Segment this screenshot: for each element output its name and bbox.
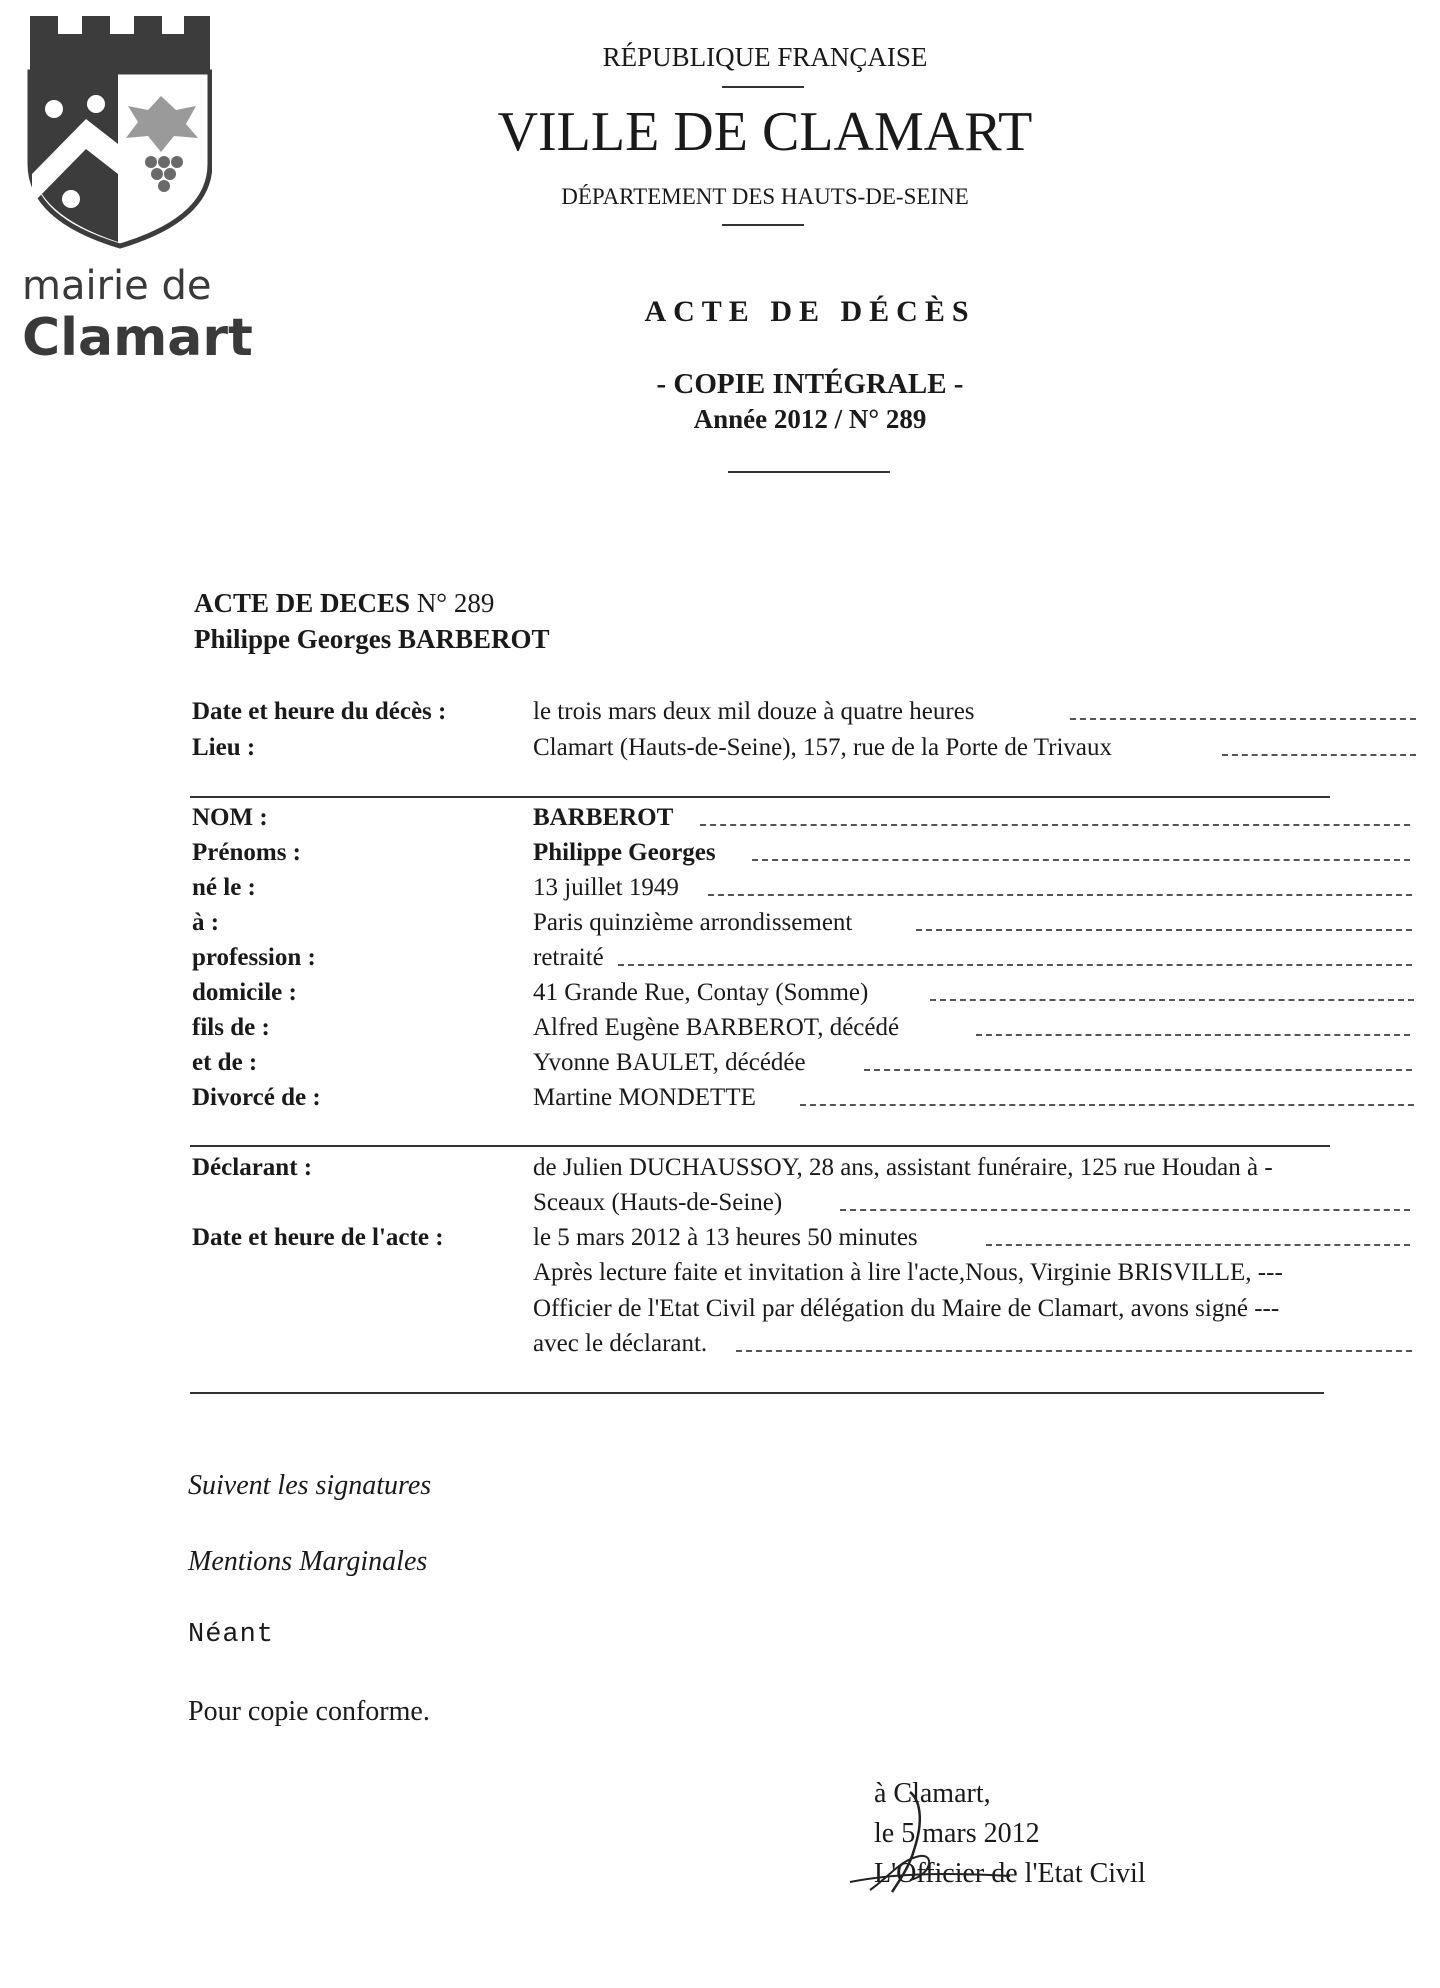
marginal-mentions-value: Néant [188, 1620, 275, 1650]
filler-dashes [930, 999, 1414, 1001]
marginal-mentions-heading: Mentions Marginales [188, 1546, 428, 1577]
death-date-label: Date et heure du décès : [192, 698, 447, 725]
filler-dashes [708, 894, 1412, 896]
filler-dashes [916, 929, 1412, 931]
declarant-row [0, 1152, 1440, 1188]
person-name: Philippe Georges BARBEROT [194, 624, 550, 654]
issue-place: à Clamart, [874, 1778, 991, 1809]
signatures-note: Suivent les signatures [188, 1470, 432, 1501]
identity-label: et de : [192, 1049, 258, 1076]
logo-line-1: mairie de [22, 263, 212, 309]
declarant-line-1: de Julien DUCHAUSSOY, 28 ans, assistant funéraire, 125 rue Houdan à - [533, 1154, 1273, 1181]
death-date-value: le trois mars deux mil douze à quatre heures [533, 698, 975, 725]
act-number-label: ACTE DE DECES [194, 588, 411, 618]
officer-title: L'Officier de l'Etat Civil [874, 1858, 1146, 1889]
divider [728, 471, 890, 473]
identity-value: Alfred Eugène BARBEROT, décédé [533, 1014, 900, 1041]
identity-row [0, 907, 1440, 943]
death-place-row [0, 732, 1440, 768]
act-type-heading: ACTE DE DÉCÈS [644, 295, 976, 328]
section-divider [190, 1392, 1324, 1394]
signature-mark [840, 1780, 1020, 1900]
filler-dashes [986, 1244, 1410, 1246]
conform-copy-note: Pour copie conforme. [188, 1696, 430, 1727]
death-place-label: Lieu : [192, 734, 256, 761]
identity-label: à : [192, 909, 220, 936]
filler-dashes [736, 1350, 1412, 1352]
identity-value: 13 juillet 1949 [533, 874, 679, 901]
reading-line-2: Officier de l'Etat Civil par délégation du Maire de Clamart, avons signé --- [533, 1295, 1280, 1322]
identity-row [0, 837, 1440, 873]
filler-dashes [618, 964, 1412, 966]
reading-row-2 [0, 1293, 1440, 1329]
logo-line-2: Clamart [22, 308, 253, 368]
identity-value: retraité [533, 944, 604, 971]
issue-date: le 5 mars 2012 [874, 1818, 1040, 1849]
filler-dashes [976, 1034, 1410, 1036]
department-heading: DÉPARTEMENT DES HAUTS-DE-SEINE [561, 184, 969, 209]
filler-dashes [1222, 754, 1416, 756]
section-divider [190, 1145, 1330, 1147]
identity-value: Paris quinzième arrondissement [533, 909, 853, 936]
reading-line-3: avec le déclarant. [533, 1330, 708, 1357]
city-logo [22, 14, 253, 368]
reading-line-1: Après lecture faite et invitation à lire l'acte,Nous, Virginie BRISVILLE, --- [533, 1259, 1283, 1286]
copy-type-heading: - COPIE INTÉGRALE - [656, 368, 964, 400]
filler-dashes [864, 1069, 1412, 1071]
identity-label: domicile : [192, 979, 297, 1006]
identity-row [0, 872, 1440, 908]
declarant-label: Déclarant : [192, 1154, 313, 1181]
identity-value: Yvonne BAULET, décédée [533, 1049, 806, 1076]
act-date-value: le 5 mars 2012 à 13 heures 50 minutes [533, 1224, 918, 1251]
identity-row [0, 1082, 1440, 1118]
identity-value: BARBEROT [533, 804, 674, 831]
filler-dashes [840, 1209, 1410, 1211]
divider [722, 86, 804, 88]
declarant-line-2: Sceaux (Hauts-de-Seine) [533, 1189, 783, 1216]
identity-row [0, 942, 1440, 978]
act-number [194, 588, 494, 619]
death-date-row [0, 696, 1440, 732]
identity-row [0, 1047, 1440, 1083]
identity-label: NOM : [192, 804, 268, 831]
section-divider [190, 796, 1330, 798]
identity-row [0, 977, 1440, 1013]
identity-label: profession : [192, 944, 316, 971]
act-number-value: N° 289 [416, 588, 495, 618]
reading-row-1 [0, 1257, 1440, 1293]
identity-row [0, 802, 1440, 838]
identity-label: Prénoms : [192, 839, 301, 866]
identity-label: Divorcé de : [192, 1084, 321, 1111]
act-date-row [0, 1222, 1440, 1258]
filler-dashes [700, 824, 1410, 826]
identity-value: 41 Grande Rue, Contay (Somme) [533, 979, 869, 1006]
act-date-label: Date et heure de l'acte : [192, 1224, 444, 1251]
filler-dashes [752, 859, 1410, 861]
declarant-row-2 [0, 1187, 1440, 1223]
death-place-value: Clamart (Hauts-de-Seine), 157, rue de la Porte de Trivaux [533, 734, 1113, 761]
divider [722, 224, 804, 226]
coat-of-arms-icon [26, 14, 212, 250]
identity-value: Martine MONDETTE [533, 1084, 756, 1111]
filler-dashes [1070, 718, 1416, 720]
identity-label: né le : [192, 874, 256, 901]
identity-label: fils de : [192, 1014, 270, 1041]
republic-heading: RÉPUBLIQUE FRANÇAISE [602, 42, 928, 72]
city-heading: VILLE DE CLAMART [497, 101, 1033, 163]
identity-row [0, 1012, 1440, 1048]
reading-row-3 [0, 1328, 1440, 1364]
identity-value: Philippe Georges [533, 839, 716, 866]
year-number-heading: Année 2012 / N° 289 [693, 404, 927, 434]
filler-dashes [800, 1104, 1414, 1106]
